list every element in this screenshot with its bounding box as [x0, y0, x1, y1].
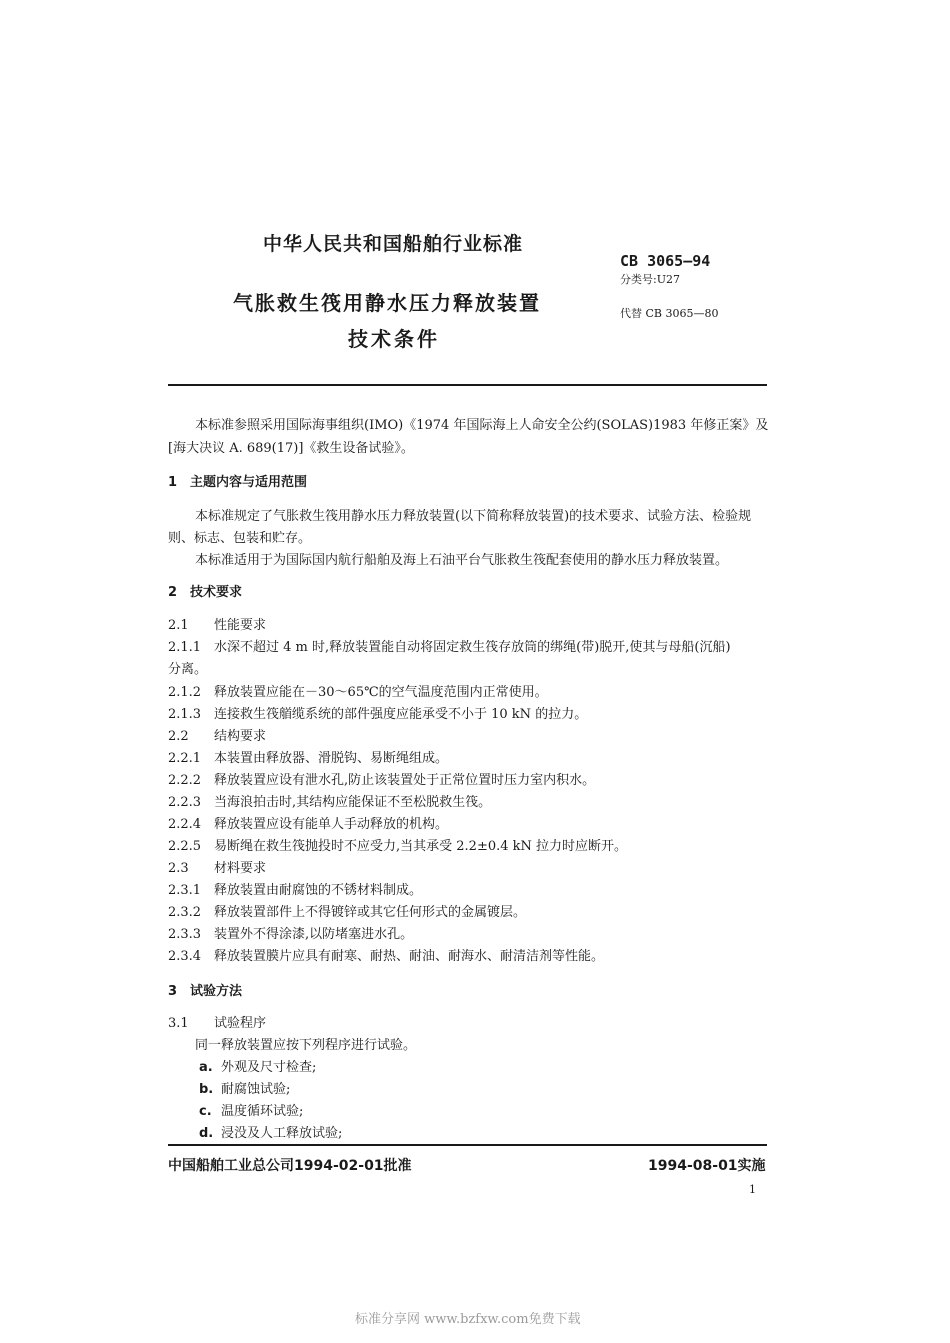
clause-text: 材料要求: [214, 861, 267, 876]
clause-number: 2.1.2: [168, 685, 202, 700]
list-item-text: 浸没及人工释放试验;: [221, 1126, 343, 1141]
list-item-text: 外观及尺寸检查;: [221, 1060, 317, 1075]
clause-2-1-1: [168, 640, 731, 656]
clause-2-3-2: [168, 905, 526, 921]
page-number: 1: [749, 1183, 756, 1196]
document-title-line-2: 技术条件: [348, 327, 440, 351]
replaces-standard: 代替 CB 3065—80: [620, 307, 719, 320]
clause-text: 水深不超过 4 m 时,释放装置能自动将固定救生筏存放筒的绑绳(带)脱开,使其与母船(沉船): [214, 640, 731, 655]
clause-number: 2.1.1: [168, 640, 202, 655]
list-item-text: 耐腐蚀试验;: [221, 1082, 291, 1097]
clause-2-1: [168, 618, 266, 634]
clause-number: 2.3: [168, 861, 189, 876]
clause-number: 2.2.2: [168, 773, 202, 788]
clause-number: 2.2.1: [168, 751, 202, 766]
clause-number: 2.2.4: [168, 817, 202, 832]
approval-statement: 中国船舶工业总公司1994-02-01批准: [168, 1158, 412, 1174]
clause-text: 释放装置应设有泄水孔,防止该装置处于正常位置时压力室内积水。: [214, 773, 596, 788]
section-number: 1: [168, 475, 178, 490]
clause-text: 试验程序: [214, 1016, 267, 1031]
list-item-label: c.: [199, 1104, 212, 1119]
section-1-paragraph-1-line-1: 本标准规定了气胀救生筏用静水压力释放装置(以下简称释放装置)的技术要求、试验方法、检验规: [195, 509, 752, 524]
list-item-label: d.: [199, 1126, 214, 1141]
list-item: [199, 1060, 316, 1076]
clause-text: 结构要求: [214, 729, 267, 744]
document-title-line-1: 气胀救生筏用静水压力释放装置: [233, 291, 541, 315]
clause-2-2-1: [168, 751, 448, 767]
clause-number: 2.2: [168, 729, 189, 744]
clause-text: 性能要求: [214, 618, 267, 633]
clause-2-3-3: [168, 927, 413, 943]
clause-number: 2.2.3: [168, 795, 202, 810]
clause-2-1-2: [168, 685, 548, 701]
intro-paragraph-line-2: [海大决议 A. 689(17)]《救生设备试验》。: [168, 441, 414, 456]
section-3-heading: [168, 984, 242, 1000]
clause-3-1: [168, 1016, 266, 1032]
clause-2-3-1: [168, 883, 422, 899]
clause-number: 2.3.4: [168, 949, 202, 964]
list-item: [199, 1104, 303, 1120]
clause-2-2-4: [168, 817, 448, 833]
clause-2-1-1-continuation: 分离。: [168, 662, 208, 677]
list-item: [199, 1126, 342, 1142]
clause-number: 2.1: [168, 618, 189, 633]
clause-text: 易断绳在救生筏抛投时不应受力,当其承受 2.2±0.4 kN 拉力时应断开。: [214, 839, 628, 854]
section-2-heading: [168, 585, 242, 601]
clause-2-3-4: [168, 949, 604, 965]
section-title: 主题内容与适用范围: [190, 475, 308, 490]
clause-text: 释放装置部件上不得镀锌或其它任何形式的金属镀层。: [214, 905, 527, 920]
section-1-paragraph-1-line-2: 则、标志、包装和贮存。: [168, 531, 312, 546]
section-title: 试验方法: [190, 984, 243, 999]
clause-text: 本装置由释放器、滑脱钩、易断绳组成。: [214, 751, 449, 766]
clause-text: 当海浪拍击时,其结构应能保证不至松脱救生筏。: [214, 795, 492, 810]
clause-2-2-2: [168, 773, 595, 789]
section-title: 技术要求: [190, 585, 243, 600]
clause-3-1-intro: 同一释放装置应按下列程序进行试验。: [195, 1038, 417, 1053]
clause-number: 2.3.1: [168, 883, 202, 898]
list-item-label: a.: [199, 1060, 213, 1075]
clause-number: 2.2.5: [168, 839, 202, 854]
clause-2-2: [168, 729, 266, 745]
clause-text: 释放装置由耐腐蚀的不锈材料制成。: [214, 883, 423, 898]
clause-number: 3.1: [168, 1016, 189, 1031]
clause-2-3: [168, 861, 266, 877]
clause-2-2-5: [168, 839, 627, 855]
header-divider: [168, 384, 767, 386]
standard-number: CB 3065—94: [620, 252, 711, 270]
effective-date: 1994-08-01实施: [648, 1158, 766, 1174]
clause-text: 连接救生筏艏缆系统的部件强度应能承受不小于 10 kN 的拉力。: [214, 707, 588, 722]
classification-code: 分类号:U27: [620, 273, 680, 286]
list-item-label: b.: [199, 1082, 214, 1097]
clause-text: 释放装置膜片应具有耐寒、耐热、耐油、耐海水、耐清洁剂等性能。: [214, 949, 605, 964]
section-number: 3: [168, 984, 178, 999]
clause-number: 2.3.3: [168, 927, 202, 942]
intro-paragraph-line-1: 本标准参照采用国际海事组织(IMO)《1974 年国际海上人命安全公约(SOLAS)1983 年修正案》及: [195, 418, 769, 433]
footer-divider: [168, 1144, 767, 1146]
clause-2-2-3: [168, 795, 491, 811]
clause-text: 装置外不得涂漆,以防堵塞进水孔。: [214, 927, 414, 942]
list-item-text: 温度循环试验;: [221, 1104, 304, 1119]
clause-number: 2.3.2: [168, 905, 202, 920]
section-1-paragraph-2: 本标准适用于为国际国内航行船舶及海上石油平台气胀救生筏配套使用的静水压力释放装置。: [195, 553, 729, 568]
clause-text: 释放装置应设有能单人手动释放的机构。: [214, 817, 449, 832]
section-number: 2: [168, 585, 178, 600]
section-1-heading: [168, 475, 307, 491]
clause-number: 2.1.3: [168, 707, 202, 722]
standard-organization: 中华人民共和国船舶行业标准: [263, 233, 524, 255]
list-item: [199, 1082, 290, 1098]
watermark-text: 标准分享网 www.bzfxw.com免费下载: [355, 1312, 581, 1327]
clause-text: 释放装置应能在－30～65℃的空气温度范围内正常使用。: [214, 685, 548, 700]
clause-2-1-3: [168, 707, 587, 723]
